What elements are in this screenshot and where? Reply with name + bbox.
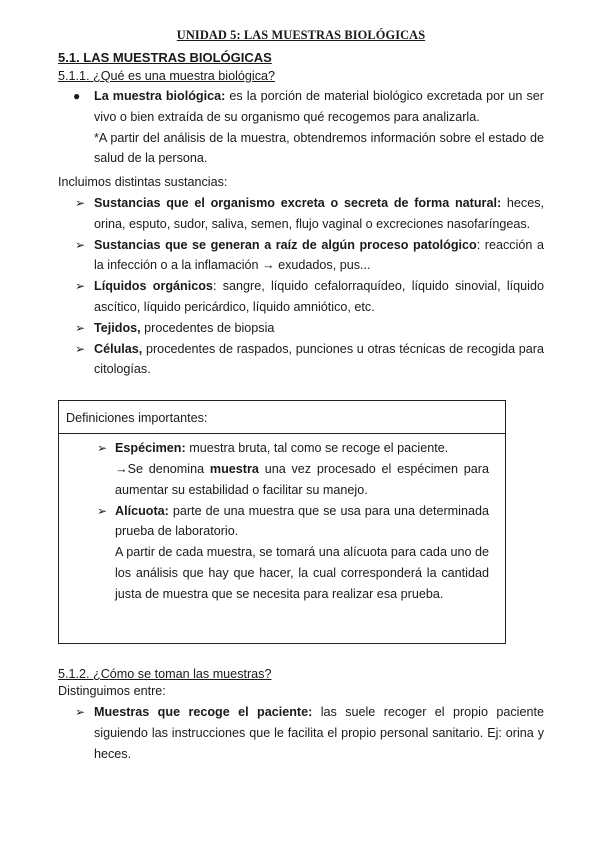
definition-note xyxy=(59,459,489,501)
arrow-bullet-icon: ➢ xyxy=(75,320,86,335)
arrow-bullet-icon: ➢ xyxy=(75,279,86,294)
item-term: Sustancias que se generan a raíz de algún proceso patológico xyxy=(94,237,477,252)
arrow-bullet-icon: ➢ xyxy=(75,237,86,252)
item-term: Tejidos, xyxy=(94,320,141,335)
definition-item-alicuota xyxy=(59,501,489,543)
definition-bullet xyxy=(58,86,544,128)
item-text: : sangre, líquido cefalorraquídeo, líquido sinovial, líquido ascítico, líquido pericárdico, líquido amniótico, etc. xyxy=(94,279,544,314)
arrow-bullet-icon: ➢ xyxy=(75,341,86,356)
definition-text: muestra bruta, tal como se recoge el paciente. xyxy=(185,441,449,456)
item-text: procedentes de raspados, punciones u otras técnicas de recogida para citologías. xyxy=(94,341,544,377)
bullet-term: La muestra biológica: xyxy=(94,89,226,103)
unit-title: UNIDAD 5: LAS MUESTRAS BIOLÓGICAS xyxy=(176,28,426,42)
intro-text: Distinguimos entre: xyxy=(58,684,166,699)
item-text: : reacción a la infección o a la inflamación → exudados, pus... xyxy=(94,237,544,273)
document-page xyxy=(58,22,544,764)
item-text: heces, orina, esputo, sudor, saliva, semen, flujo vaginal o excreciones nasofaríngeas. xyxy=(94,195,544,231)
list-item xyxy=(58,235,544,277)
subsection-heading-2: 5.1.2. ¿Cómo se toman las muestras? xyxy=(58,667,272,682)
note-text: una vez procesado el espécimen para aumentar su estabilidad o facilitar su manejo. xyxy=(115,461,490,497)
note-paragraph: *A partir del análisis de la muestra, obtendremos información sobre el estado de salud de la persona. xyxy=(94,130,544,166)
item-text: las suele recoger el propio paciente siguiendo las instrucciones que le facilita el propio personal sanitario. Ej: orina y heces. xyxy=(94,704,544,761)
box-title: Definiciones importantes: xyxy=(66,411,208,426)
definition-note: A partir de cada muestra, se tomará una alícuota para cada uno de los análisis que hay que hacer, la cual corresponderá la cantidad justa de muestra que se necesita para realizar esa prueba. xyxy=(115,545,489,601)
list-item xyxy=(58,193,544,235)
definition-term: Espécimen: xyxy=(115,441,186,456)
arrow-bullet-icon: ➢ xyxy=(75,704,86,719)
item-term: Líquidos orgánicos xyxy=(94,279,213,294)
arrow-bullet-icon: ➢ xyxy=(97,503,108,518)
arrow-bullet-icon: ➢ xyxy=(75,195,86,210)
intro-text: Incluimos distintas sustancias: xyxy=(58,175,228,190)
bullet-text: es la porción de material biológico excretada por un ser vivo o bien extraída de su organismo qué recogemos para analizarla. xyxy=(94,89,545,124)
section-heading: 5.1. LAS MUESTRAS BIOLÓGICAS xyxy=(58,50,272,65)
bullet-dot-icon: ● xyxy=(73,89,81,103)
definition-text: parte de una muestra que se usa para una determinada prueba de laboratorio. xyxy=(115,503,489,539)
item-term: Muestras que recoge el paciente: xyxy=(94,704,313,719)
item-term: Células, xyxy=(94,341,143,356)
list-item xyxy=(58,276,544,318)
definition-item-especimen xyxy=(59,438,489,459)
note-term: muestra xyxy=(209,461,259,476)
arrow-bullet-icon: ➢ xyxy=(97,441,108,456)
list-item xyxy=(58,339,544,381)
subsection-heading-1: 5.1.1. ¿Qué es una muestra biológica? xyxy=(58,69,276,83)
box-body xyxy=(59,434,505,604)
definition-term: Alícuota: xyxy=(115,503,169,518)
item-term: Sustancias que el organismo excreta o secreta de forma natural: xyxy=(94,195,502,210)
item-text: procedentes de biopsia xyxy=(140,320,275,335)
definitions-box xyxy=(58,400,506,644)
note-text: →Se denomina xyxy=(115,461,210,476)
list-item xyxy=(58,318,544,339)
list-item xyxy=(58,702,544,764)
